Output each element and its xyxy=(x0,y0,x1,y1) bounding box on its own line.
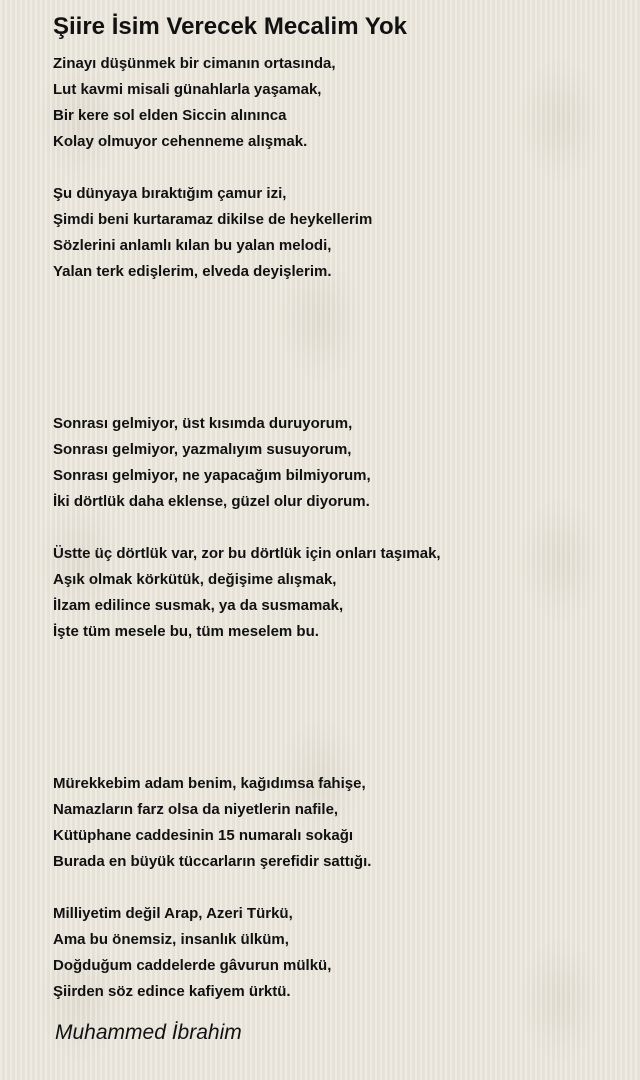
stanza-3 xyxy=(53,411,371,515)
poem-line: Zinayı düşünmek bir cimanın ortasında, xyxy=(53,55,336,72)
poem-line: Lut kavmi misali günahlarla yaşamak, xyxy=(53,81,322,98)
poem-line: Şimdi beni kurtaramaz dikilse de heykellerim xyxy=(53,211,373,228)
poem-line: Şu dünyaya bıraktığım çamur izi, xyxy=(53,185,287,202)
poem-line: Yalan terk edişlerim, elveda deyişlerim. xyxy=(53,263,332,280)
poem-line: Mürekkebim adam benim, kağıdımsa fahişe, xyxy=(53,775,366,792)
poem-line: Sonrası gelmiyor, üst kısımda duruyorum, xyxy=(53,415,353,432)
poem-line: İki dörtlük daha eklense, güzel olur diyorum. xyxy=(53,493,370,510)
poem-line: İlzam edilince susmak, ya da susmamak, xyxy=(53,597,344,614)
poem-line: Sözlerini anlamlı kılan bu yalan melodi, xyxy=(53,237,332,254)
poem-line: Milliyetim değil Arap, Azeri Türkü, xyxy=(53,905,293,922)
stanza-6 xyxy=(53,901,331,1005)
poem-line: Kütüphane caddesinin 15 numaralı sokağı xyxy=(53,827,354,844)
poem-line: Namazların farz olsa da niyetlerin nafile, xyxy=(53,801,339,818)
poem-line: Ama bu önemsiz, insanlık ülküm, xyxy=(53,931,289,948)
poem-line: Burada en büyük tüccarların şerefidir sattığı. xyxy=(53,853,372,870)
poem-line: Bir kere sol elden Siccin alınınca xyxy=(53,107,287,124)
stanza-1 xyxy=(53,51,336,155)
stanza-2 xyxy=(53,181,372,285)
poem-line: Sonrası gelmiyor, yazmalıyım susuyorum, xyxy=(53,441,352,458)
poem-line: Şiirden söz edince kafiyem ürktü. xyxy=(53,983,291,1000)
poem-line: Üstte üç dörtlük var, zor bu dörtlük için onları taşımak, xyxy=(53,545,441,562)
poem-line: Aşık olmak körkütük, değişime alışmak, xyxy=(53,571,337,588)
stanza-4 xyxy=(53,541,441,645)
poem-line: Sonrası gelmiyor, ne yapacağım bilmiyorum, xyxy=(53,467,371,484)
poem-title: Şiire İsim Verecek Mecalim Yok xyxy=(53,13,407,40)
poem-line: Kolay olmuyor cehenneme alışmak. xyxy=(53,133,308,150)
poem-author: Muhammed İbrahim xyxy=(55,1021,242,1044)
poem-line: İşte tüm mesele bu, tüm meselem bu. xyxy=(53,623,319,640)
poem-line: Doğduğum caddelerde gâvurun mülkü, xyxy=(53,957,332,974)
stanza-5 xyxy=(53,771,371,875)
